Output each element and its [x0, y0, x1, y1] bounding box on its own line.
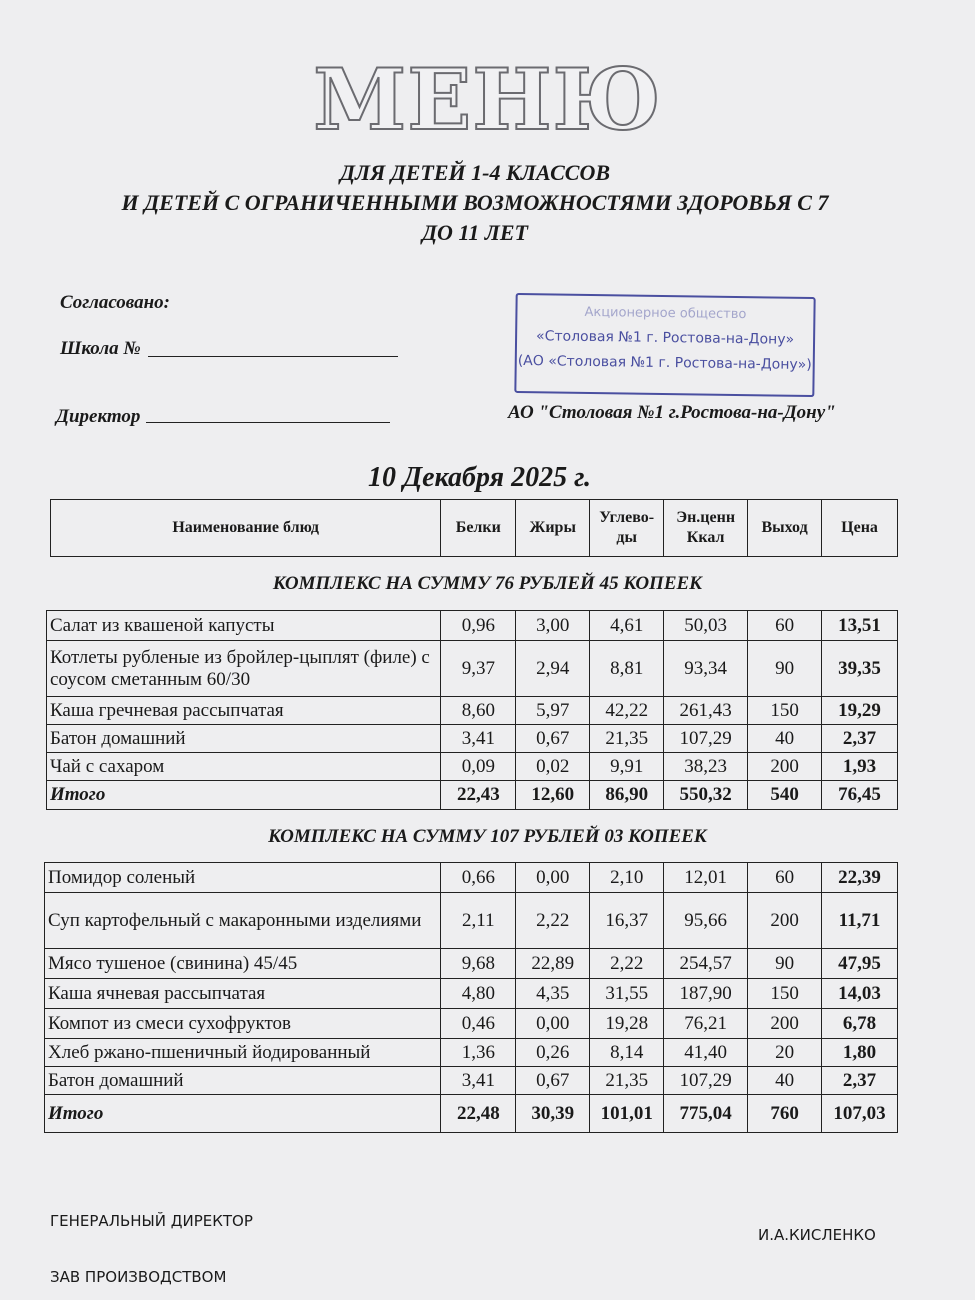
- protein-cell: 4,80: [441, 979, 516, 1009]
- stamp-line: «Столовая №1 г. Ростова-на-Дону»: [535, 328, 795, 348]
- fat-cell: 0,67: [516, 1067, 590, 1095]
- dish-name: Каша ячневая рассыпчатая: [45, 979, 441, 1009]
- protein-cell: 9,37: [441, 641, 516, 697]
- price-cell: 1,93: [822, 753, 898, 781]
- output-cell: 90: [748, 641, 822, 697]
- protein-cell: 2,11: [441, 893, 516, 949]
- price-cell: 1,80: [822, 1039, 898, 1067]
- output-cell: 200: [748, 1009, 822, 1039]
- general-director-label: ГЕНЕРАЛЬНЫЙ ДИРЕКТОР: [50, 1212, 253, 1230]
- output-cell: 90: [748, 949, 822, 979]
- dish-name: Котлеты рубленые из бройлер-цыплят (филе) с соусом сметанным 60/30: [47, 641, 441, 697]
- output-cell: 60: [748, 611, 822, 641]
- column-header-fat: Жиры: [516, 500, 590, 557]
- table-row: [47, 641, 898, 697]
- carbs-cell: 31,55: [590, 979, 664, 1009]
- energy-cell: 50,03: [664, 611, 748, 641]
- table-row: [45, 1039, 898, 1067]
- output-cell: 20: [748, 1039, 822, 1067]
- fat-cell: 2,94: [516, 641, 590, 697]
- price-cell: 2,37: [822, 725, 898, 753]
- carbs-cell: 101,01: [590, 1095, 664, 1133]
- energy-cell: 41,40: [664, 1039, 748, 1067]
- output-cell: 540: [748, 781, 822, 810]
- subtitle-line: И ДЕТЕЙ С ОГРАНИЧЕННЫМИ ВОЗМОЖНОСТЯМИ ЗДОРОВЬЯ С 7: [121, 190, 829, 215]
- production-head-label: ЗАВ ПРОИЗВОДСТВОМ: [50, 1268, 227, 1286]
- fat-cell: 12,60: [516, 781, 590, 810]
- protein-cell: 3,41: [441, 725, 516, 753]
- energy-cell: 775,04: [664, 1095, 748, 1133]
- carbs-cell: 86,90: [590, 781, 664, 810]
- column-header-carbs-line2: ды: [616, 529, 637, 546]
- fat-cell: 0,00: [516, 1009, 590, 1039]
- total-label: Итого: [47, 781, 441, 810]
- dish-name: Каша гречневая рассыпчатая: [47, 697, 441, 725]
- price-cell: 6,78: [822, 1009, 898, 1039]
- output-cell: 60: [748, 863, 822, 893]
- price-cell: 11,71: [822, 893, 898, 949]
- general-director-name: И.А.КИСЛЕНКО: [758, 1226, 876, 1244]
- column-header-row: [51, 500, 898, 557]
- subtitle: [40, 158, 910, 248]
- energy-cell: 76,21: [664, 1009, 748, 1039]
- carbs-cell: 42,22: [590, 697, 664, 725]
- complex1-title: КОМПЛЕКС НА СУММУ 76 РУБЛЕЙ 45 КОПЕЕК: [272, 573, 703, 594]
- fat-cell: 3,00: [516, 611, 590, 641]
- carbs-cell: 2,10: [590, 863, 664, 893]
- energy-cell: 261,43: [664, 697, 748, 725]
- protein-cell: 0,09: [441, 753, 516, 781]
- energy-cell: 550,32: [664, 781, 748, 810]
- energy-cell: 93,34: [664, 641, 748, 697]
- carbs-cell: 8,81: [590, 641, 664, 697]
- complex1-table: [46, 610, 898, 810]
- energy-cell: 95,66: [664, 893, 748, 949]
- energy-cell: 107,29: [664, 1067, 748, 1095]
- total-row: [45, 1095, 898, 1133]
- table-row: [47, 611, 898, 641]
- dish-name: Чай с сахаром: [47, 753, 441, 781]
- carbs-cell: 19,28: [590, 1009, 664, 1039]
- protein-cell: 8,60: [441, 697, 516, 725]
- table-row: [45, 949, 898, 979]
- agreed-label: Согласовано:: [60, 292, 171, 313]
- output-cell: 40: [748, 725, 822, 753]
- column-header-name: Наименование блюд: [51, 500, 441, 557]
- protein-cell: 0,46: [441, 1009, 516, 1039]
- dish-name: Помидор соленый: [45, 863, 441, 893]
- carbs-cell: 21,35: [590, 725, 664, 753]
- column-header-carbs: [590, 500, 664, 557]
- protein-cell: 1,36: [441, 1039, 516, 1067]
- page-title: МЕНЮ: [313, 50, 662, 149]
- output-cell: 200: [748, 893, 822, 949]
- school-label: Школа №: [60, 338, 141, 359]
- carbs-cell: 16,37: [590, 893, 664, 949]
- output-cell: 760: [748, 1095, 822, 1133]
- carbs-cell: 21,35: [590, 1067, 664, 1095]
- energy-cell: 254,57: [664, 949, 748, 979]
- price-cell: 2,37: [822, 1067, 898, 1095]
- protein-cell: 0,66: [441, 863, 516, 893]
- output-cell: 150: [748, 979, 822, 1009]
- table-row: [45, 1009, 898, 1039]
- price-cell: 39,35: [822, 641, 898, 697]
- price-cell: 14,03: [822, 979, 898, 1009]
- fat-cell: 22,89: [516, 949, 590, 979]
- column-header-carbs-line1: Углево-: [599, 509, 655, 526]
- output-cell: 200: [748, 753, 822, 781]
- column-header-energy-line2: Ккал: [686, 529, 725, 546]
- protein-cell: 0,96: [441, 611, 516, 641]
- column-header-protein: Белки: [441, 500, 516, 557]
- column-header-energy-line1: Эн.ценн: [676, 509, 736, 526]
- carbs-cell: 9,91: [590, 753, 664, 781]
- protein-cell: 3,41: [441, 1067, 516, 1095]
- total-label: Итого: [45, 1095, 441, 1133]
- complex2-table: [44, 862, 898, 1133]
- protein-cell: 22,43: [441, 781, 516, 810]
- table-row: [45, 863, 898, 893]
- dish-name: Салат из квашеной капусты: [47, 611, 441, 641]
- table-row: [47, 725, 898, 753]
- table-row: [47, 697, 898, 725]
- table-row: [45, 1067, 898, 1095]
- complex2-title: КОМПЛЕКС НА СУММУ 107 РУБЛЕЙ 03 КОПЕЕК: [268, 826, 707, 847]
- column-header-output: Выход: [748, 500, 822, 557]
- protein-cell: 22,48: [441, 1095, 516, 1133]
- protein-cell: 9,68: [441, 949, 516, 979]
- dish-name: Компот из смеси сухофруктов: [45, 1009, 441, 1039]
- energy-cell: 187,90: [664, 979, 748, 1009]
- subtitle-line: ДО 11 ЛЕТ: [422, 220, 528, 245]
- dish-name: Суп картофельный с макаронными изделиями: [45, 893, 441, 949]
- dish-name: Хлеб ржано-пшеничный йодированный: [45, 1039, 441, 1067]
- total-row: [47, 781, 898, 810]
- output-cell: 150: [748, 697, 822, 725]
- table-row: [45, 893, 898, 949]
- price-cell: 76,45: [822, 781, 898, 810]
- table-row: [45, 979, 898, 1009]
- price-cell: 22,39: [822, 863, 898, 893]
- carbs-cell: 4,61: [590, 611, 664, 641]
- fat-cell: 0,02: [516, 753, 590, 781]
- price-cell: 107,03: [822, 1095, 898, 1133]
- fat-cell: 30,39: [516, 1095, 590, 1133]
- energy-cell: 38,23: [664, 753, 748, 781]
- output-cell: 40: [748, 1067, 822, 1095]
- carbs-cell: 8,14: [590, 1039, 664, 1067]
- carbs-cell: 2,22: [590, 949, 664, 979]
- stamp-line: Акционерное общество: [584, 304, 747, 323]
- director-signature-line: [146, 404, 390, 423]
- price-cell: 19,29: [822, 697, 898, 725]
- column-header-table: [50, 499, 898, 557]
- fat-cell: 5,97: [516, 697, 590, 725]
- price-cell: 47,95: [822, 949, 898, 979]
- stamp-line: (АО «Столовая №1 г. Ростова-на-Дону»): [517, 352, 812, 374]
- fat-cell: 0,00: [516, 863, 590, 893]
- dish-name: Батон домашний: [47, 725, 441, 753]
- energy-cell: 107,29: [664, 725, 748, 753]
- subtitle-line: ДЛЯ ДЕТЕЙ 1-4 КЛАССОВ: [339, 160, 611, 185]
- organization-name: АО "Столовая №1 г.Ростова-на-Дону": [508, 402, 836, 423]
- column-header-energy: [664, 500, 748, 557]
- organization-stamp: [514, 293, 815, 397]
- fat-cell: 0,67: [516, 725, 590, 753]
- fat-cell: 2,22: [516, 893, 590, 949]
- school-signature-line: [148, 338, 398, 357]
- dish-name: Мясо тушеное (свинина) 45/45: [45, 949, 441, 979]
- director-label: Директор: [56, 406, 141, 427]
- column-header-price: Цена: [822, 500, 898, 557]
- fat-cell: 0,26: [516, 1039, 590, 1067]
- energy-cell: 12,01: [664, 863, 748, 893]
- dish-name: Батон домашний: [45, 1067, 441, 1095]
- price-cell: 13,51: [822, 611, 898, 641]
- table-row: [47, 753, 898, 781]
- menu-date: 10 Декабря 2025 г.: [368, 462, 592, 493]
- fat-cell: 4,35: [516, 979, 590, 1009]
